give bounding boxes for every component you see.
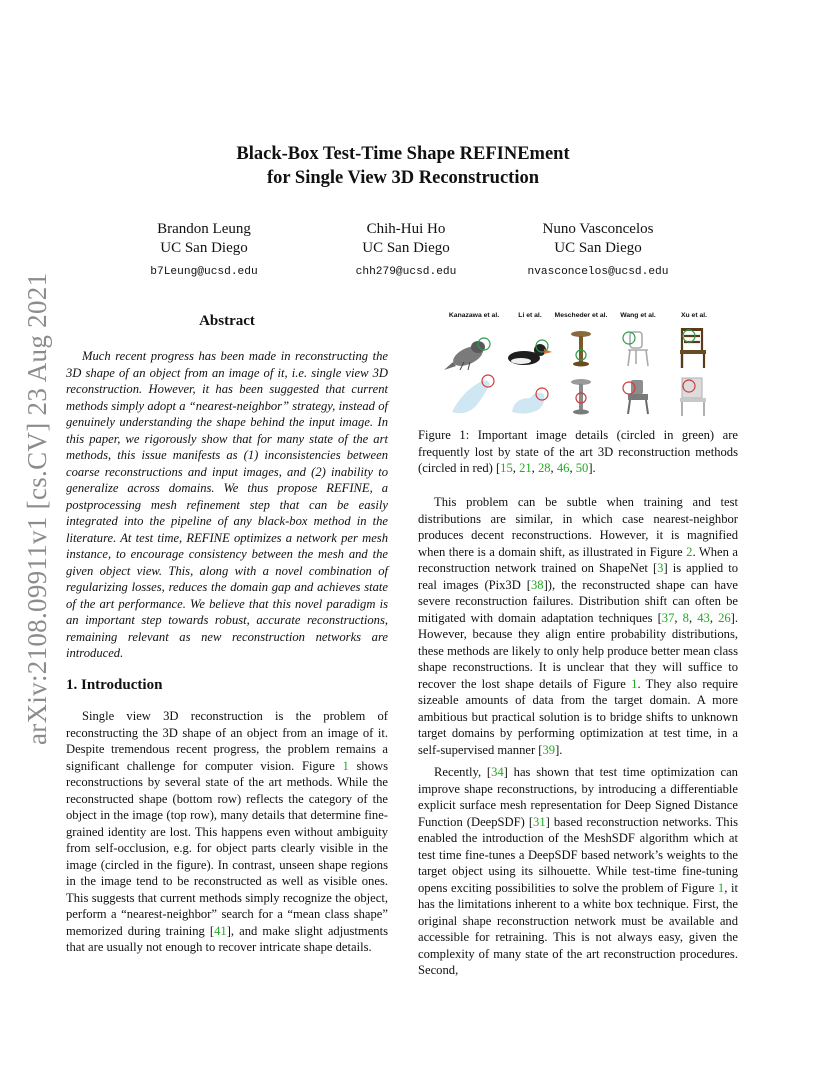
table-image: [571, 331, 591, 367]
paper-title: [0, 142, 806, 190]
text-run: . When a reconstruction network trained on ShapeNet [: [418, 544, 738, 575]
intro-column-left: [66, 708, 388, 956]
citation-link[interactable]: 50: [575, 461, 589, 475]
author-email[interactable]: chh279@ucsd.edu: [355, 266, 457, 278]
citation-link[interactable]: 39: [542, 742, 556, 757]
author-name: Brandon Leung: [157, 221, 251, 237]
puffin-image: [508, 340, 552, 365]
intro-column-right: [418, 494, 738, 979]
author-affiliation: UC San Diego: [554, 240, 642, 256]
section-heading-introduction: 1. Introduction: [66, 677, 163, 693]
author-block: [480, 220, 716, 278]
caption-text: ].: [588, 461, 596, 475]
text-run: ] is applied to real images (Pix3D [: [418, 561, 739, 592]
citation-link[interactable]: 3: [657, 561, 664, 575]
citation-link[interactable]: 43: [697, 610, 710, 625]
citation-link[interactable]: 34: [491, 765, 504, 779]
bird-reconstruction: [452, 375, 494, 413]
figure-1: [418, 312, 738, 420]
author-name: Chih-Hui Ho: [366, 221, 446, 237]
chair-reconstruction: [623, 380, 648, 414]
citation-link[interactable]: 38: [530, 577, 544, 592]
method-label: Mescheder et al.: [554, 312, 608, 319]
citation-link[interactable]: 15: [500, 461, 513, 475]
figure-link[interactable]: 1: [342, 758, 349, 773]
table-reconstruction: [571, 379, 591, 415]
citation-link[interactable]: 31: [533, 814, 546, 829]
author-block: [104, 220, 304, 278]
citation-link[interactable]: 8: [682, 610, 689, 625]
text-run: ], and make slight adjustments that are usually not enough to recover intricate shape details.: [66, 923, 388, 954]
figure-link[interactable]: 2: [686, 544, 693, 559]
text-run: This problem can be subtle when training and test distributions are similar, in which case nearest-neighbor produces decent reconstructions. However, it is magnified when there is a domain shift, as illustrated in Figure: [418, 495, 738, 559]
figure-link[interactable]: 1: [631, 676, 638, 691]
text-run: shows reconstructions by several state of the art methods. While the reconstructed shape (bottom row) reflects the category of the object in the image (top row), many details that determine fine-grained identity are lost. This happens even without ambiguity from self-occlusion, e.g. for object parts clearly visible in the image (circled in the figure). In contrast, unseen shape regions in the image tend to be reconstructed as well as visible ones. This suggests that current methods simply recognize the object, perform a “nearest-neighbor” search for a “mean class shape” memorized during training [: [66, 758, 388, 938]
figure-link[interactable]: 1: [717, 880, 725, 895]
title-line-1: Black-Box Test-Time Shape REFINEment: [236, 144, 570, 164]
text-run: Single view 3D reconstruction is the problem of reconstructing the 3D shape of an object from an image of it. Despite tremendous recent progress, the problem remains a significant challenge for computer vision. Figure: [66, 709, 388, 773]
citation-link[interactable]: 21: [519, 461, 532, 475]
intro-paragraph-1: [66, 708, 388, 956]
text-run: . They also require sizeable amounts of data from the target domain. A more ambitious but practical solution is to bridge shifts to unknown target domains by performing optimization at test time, in a self-supervised manner [: [418, 676, 738, 757]
text-run: ].: [555, 742, 563, 757]
author-email[interactable]: nvasconcelos@ucsd.edu: [527, 266, 669, 278]
text-run: ] based reconstruction networks. This enabled the introduction of the MeshSDF algorithm which at test time fine-tunes a DeepSDF based network’s weights to the target object using its silhouette. While test-time fine-tuning opens exciting possibilities to solve the problem of Figure: [418, 814, 738, 895]
author-affiliation: UC San Diego: [362, 240, 450, 256]
figure-1-caption: Figure 1: Important image details (circled in green) are frequently lost by state of the art 3D reconstruction methods (circled in red) [15, 21, 28, 46, 50].: [418, 428, 738, 475]
text-run: ,: [688, 610, 698, 625]
method-label: Kanazawa et al.: [448, 312, 500, 319]
citation-link[interactable]: 41: [214, 923, 227, 938]
abstract-heading: Abstract: [199, 313, 255, 329]
intro-paragraph-3: [418, 764, 738, 979]
text-run: Recently, [: [434, 765, 492, 779]
chair-image: [623, 332, 648, 366]
title-line-2: for Single View 3D Reconstruction: [267, 168, 539, 188]
puffin-reconstruction: [512, 388, 548, 414]
author-block: [306, 220, 506, 278]
citation-link[interactable]: 46: [556, 461, 570, 475]
method-label: Xu et al.: [680, 312, 708, 319]
text-run: ]. However, because they align entire probability distributions, these methods are likely to only help produce better mean class shape reconstructions. It is unclear that they will suffice to recover the lost shape details of Figure: [418, 610, 739, 691]
text-run: ] has shown that test time optimization can improve shape reconstructions, by introducing a differentiable explicit surface mesh representation for Deep Signed Distance Function (DeepSDF) [: [418, 765, 738, 829]
bird-image: [444, 338, 490, 370]
abstract-text: Much recent progress has been made in reconstructing the 3D shape of an object from an image of it, i.e. single view 3D reconstruction. However, it has been suggested that current methods simply adopt a “nearest-neighbor” strategy, instead of genuinely understanding the shape behind the input image. In this paper, we rigorously show that for many state of the art methods, this issue manifests as (1) inconsistencies between coarse reconstructions and input images, and (2) inability to generalize across domains. We thus propose REFINE, a postprocessing mesh refinement step that can be easily integrated into the pipeline of any black-box method in the literature. At test time, REFINE optimizes a network per mesh instance, to encourage consistency between the mesh and the given object view. This, along with a novel combination of regularizing losses, reduces the domain gap and achieves state of the art performance. We believe that this novel paradigm is an important step towards robust, accurate reconstructions, remaining relevant as new reconstruction networks are introduced.: [66, 349, 388, 660]
intro-paragraph-2: [418, 494, 738, 758]
author-affiliation: UC San Diego: [160, 240, 248, 256]
method-label: Li et al.: [518, 312, 542, 319]
text-run: ]), the reconstructed shape can have severe reconstruction failures. Distribution shift can often be mitigated with domain adaptation techniques [: [418, 577, 739, 625]
citation-link[interactable]: 28: [537, 461, 551, 475]
caption-text: Figure 1: Important image details (circled in green) are frequently lost by state of the art 3D reconstruction methods (circled in red) [: [418, 428, 738, 475]
citation-link[interactable]: 37: [661, 610, 675, 625]
wooden-chair-image: [680, 328, 706, 368]
arxiv-id-text: arXiv:2108.09911v1 [cs.CV] 23 Aug 2021: [22, 272, 52, 745]
text-run: ,: [674, 610, 683, 625]
method-label: Wang et al.: [620, 312, 656, 319]
text-run: ,: [709, 610, 719, 625]
text-run: , it has the limitations inherent to a white box technique. First, the original shape reconstruction network must be available and accessible for retraining. This is not always easy, given the complexity of many state of the art reconstruction procedures. Second,: [418, 880, 738, 977]
author-name: Nuno Vasconcelos: [542, 221, 654, 237]
citation-link[interactable]: 26: [718, 610, 731, 625]
author-email[interactable]: b7Leung@ucsd.edu: [150, 266, 258, 278]
wooden-chair-reconstruction: [680, 378, 706, 416]
figure-image-grid: [418, 312, 738, 420]
